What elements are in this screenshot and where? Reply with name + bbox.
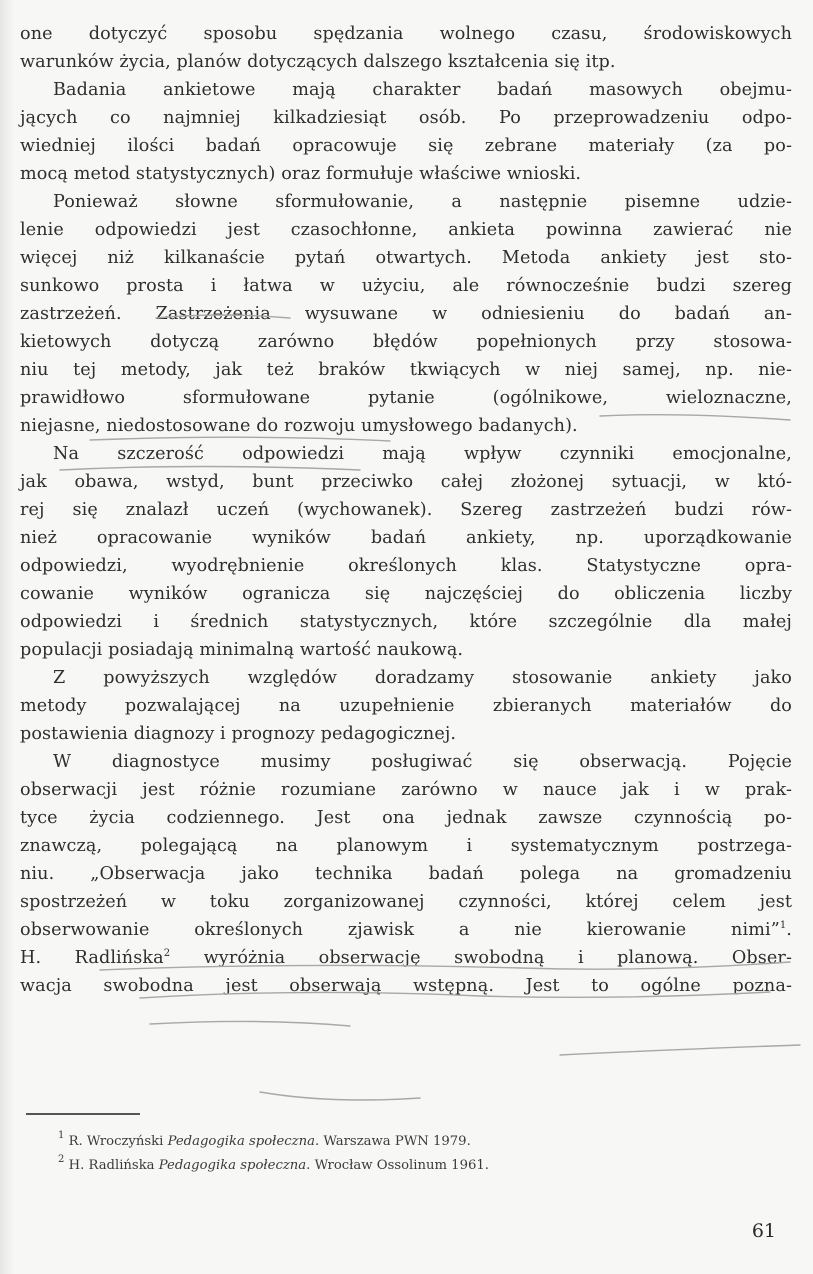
body-line: niu tej metody, jak też braków tkwiących w niej samej, np. nie-	[20, 360, 792, 380]
body-line: znawczą, polegającą na planowym i systematycznym postrzega-	[20, 836, 792, 856]
footnotes	[58, 1130, 489, 1178]
body-line: niu. „Obserwacja jako technika badań polega na gromadzeniu	[20, 864, 792, 884]
body-line: metody pozwalającej na uzupełnienie zbieranych materiałów do	[20, 696, 792, 716]
page-gutter-shadow	[0, 0, 14, 1274]
line-text: H. Radlińska	[20, 948, 164, 968]
paragraph-start-line: Z powyższych względów doradzamy stosowanie ankiety jako	[53, 668, 792, 688]
footnote-number: 2	[58, 1154, 65, 1165]
body-line: postawienia diagnozy i prognozy pedagogicznej.	[20, 724, 457, 744]
footnote-1	[58, 1130, 489, 1154]
page-number: 61	[751, 1220, 776, 1242]
body-line: prawidłowo sformułowane pytanie (ogólnikowe, wieloznaczne,	[20, 388, 792, 408]
paragraph-start-line: Na szczerość odpowiedzi mają wpływ czynniki emocjonalne,	[53, 444, 792, 464]
footnote-author: R. Wroczyński	[68, 1134, 164, 1149]
line-tail: wyróżnia obserwację swobodną i planową. Obser-	[170, 948, 792, 968]
body-line: one dotyczyć sposobu spędzania wolnego czasu, środowiskowych	[20, 24, 792, 44]
paragraph-start-line: Ponieważ słowne sformułowanie, a następnie pisemne udzie-	[53, 192, 792, 212]
footnote-publication: Warszawa PWN 1979.	[323, 1134, 471, 1149]
footnote-author: H. Radlińska	[68, 1158, 155, 1173]
body-text	[20, 20, 792, 1000]
body-line: nież opracowanie wyników badań ankiety, np. uporządkowanie	[20, 528, 792, 548]
footnote-number: 1	[58, 1130, 65, 1141]
body-line: obserwacji jest różnie rozumiane zarówno w nauce jak i w prak-	[20, 780, 792, 800]
body-line: tyce życia codziennego. Jest ona jednak zawsze czynnością po-	[20, 808, 792, 828]
footnote-publication: Wrocław Ossolinum 1961.	[314, 1158, 489, 1173]
body-line: lenie odpowiedzi jest czasochłonne, ankieta powinna zawierać nie	[20, 220, 792, 240]
body-line: jących co najmniej kilkadziesiąt osób. Po przeprowadzeniu odpo-	[20, 108, 792, 128]
body-line: odpowiedzi i średnich statystycznych, które szczególnie dla małej	[20, 612, 792, 632]
body-line: niejasne, niedostosowane do rozwoju umysłowego badanych).	[20, 416, 578, 436]
footnote-reference-2[interactable]: 2	[163, 948, 171, 959]
body-line: odpowiedzi, wyodrębnienie określonych klas. Statystyczne opra-	[20, 556, 792, 576]
body-line: jak obawa, wstyd, bunt przeciwko całej złożonej sytuacji, w któ-	[20, 472, 792, 492]
body-line: populacji posiadają minimalną wartość naukową.	[20, 640, 464, 660]
paragraph-start-line: Badania ankietowe mają charakter badań masowych obejmu-	[53, 80, 792, 100]
body-line-with-footnote-ref	[20, 916, 792, 944]
body-line: cowanie wyników ogranicza się najczęściej do obliczenia liczby	[20, 584, 792, 604]
footnote-reference-1[interactable]: 1	[779, 920, 787, 931]
footnote-2	[58, 1154, 489, 1178]
body-line: więcej niż kilkanaście pytań otwartych. Metoda ankiety jest sto-	[20, 248, 792, 268]
footnote-title: Pedagogika społeczna.	[167, 1134, 320, 1149]
body-line: mocą metod statystycznych) oraz formułuje właściwe wnioski.	[20, 164, 582, 184]
footnote-title: Pedagogika społeczna.	[158, 1158, 311, 1173]
body-line: sunkowo prosta i łatwa w użyciu, ale równocześnie budzi szereg	[20, 276, 792, 296]
body-line: zastrzeżeń. Zastrzeżenia wysuwane w odniesieniu do badań an-	[20, 304, 792, 324]
body-line: wiedniej ilości badań opracowuje się zebrane materiały (za po-	[20, 136, 792, 156]
body-line: warunków życia, planów dotyczących dalszego kształcenia się itp.	[20, 52, 616, 72]
paragraph-start-line: W diagnostyce musimy posługiwać się obserwacją. Pojęcie	[53, 752, 792, 772]
body-line: spostrzeżeń w toku zorganizowanej czynności, której celem jest	[20, 892, 792, 912]
line-text: obserwowanie określonych zjawisk a nie kierowanie nimi”	[20, 920, 780, 940]
body-line: kietowych dotyczą zarówno błędów popełnionych przy stosowa-	[20, 332, 792, 352]
line-tail: .	[786, 920, 792, 940]
footnote-separator	[26, 1113, 140, 1115]
body-line: rej się znalazł uczeń (wychowanek). Szereg zastrzeżeń budzi rów-	[20, 500, 792, 520]
body-line: wacja swobodna jest obserwają wstępną. Jest to ogólne pozna-	[20, 976, 792, 996]
body-line-with-footnote-ref	[20, 944, 792, 972]
